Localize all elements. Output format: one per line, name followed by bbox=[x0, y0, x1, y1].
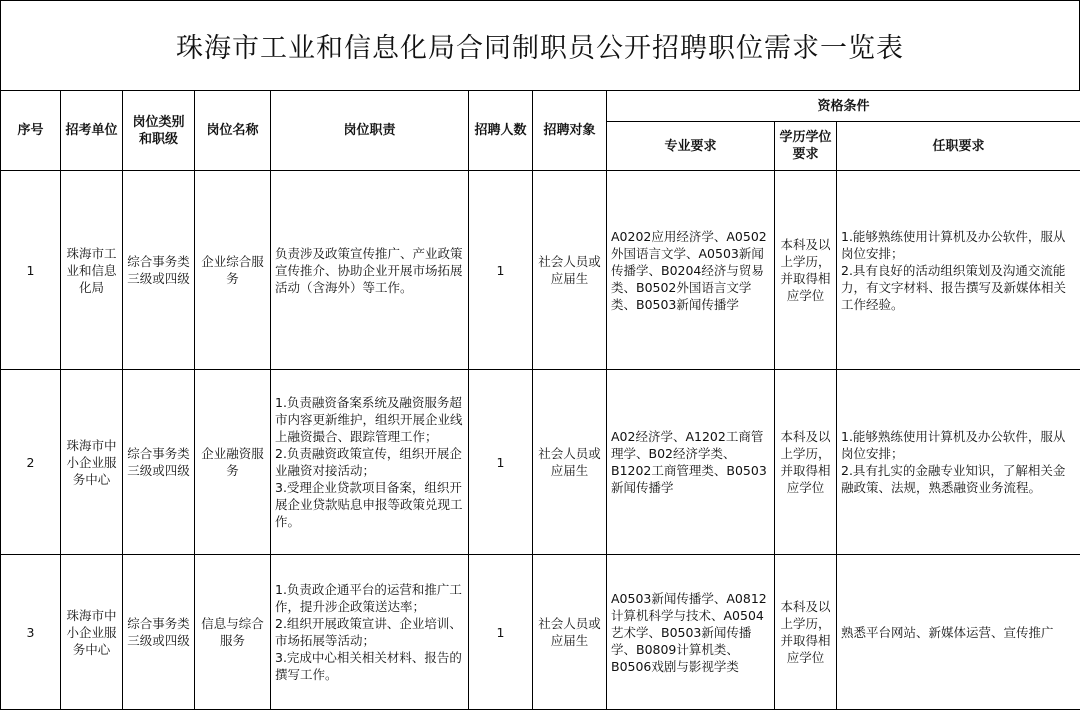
cell-requirements bbox=[837, 370, 1080, 555]
duty-line: 2.负责融资政策宣传，组织开展企业融资对接活动； bbox=[275, 445, 464, 479]
recruitment-table bbox=[0, 90, 1080, 710]
cell-requirements bbox=[837, 171, 1080, 370]
header-education: 学历学位要求 bbox=[775, 122, 837, 171]
table-title: 珠海市工业和信息化局合同制职员公开招聘职位需求一览表 bbox=[0, 0, 1080, 90]
header-requirements: 任职要求 bbox=[837, 122, 1080, 171]
duty-line: 2.组织开展政策宣讲、企业培训、市场拓展等活动； bbox=[275, 615, 464, 649]
requirement-line: 1.能够熟练使用计算机及办公软件，服从岗位安排； bbox=[841, 428, 1076, 462]
header-seq: 序号 bbox=[1, 91, 61, 171]
header-unit: 招考单位 bbox=[61, 91, 123, 171]
table-body bbox=[1, 171, 1080, 710]
requirement-line: 熟悉平台网站、新媒体运营、宣传推广 bbox=[841, 624, 1076, 641]
cell-position: 企业融资服务 bbox=[195, 370, 271, 555]
cell-unit: 珠海市中小企业服务中心 bbox=[61, 555, 123, 710]
table-row bbox=[1, 370, 1080, 555]
cell-position: 企业综合服务 bbox=[195, 171, 271, 370]
cell-seq: 1 bbox=[1, 171, 61, 370]
cell-seq: 2 bbox=[1, 370, 61, 555]
cell-seq: 3 bbox=[1, 555, 61, 710]
cell-education: 本科及以上学历，并取得相应学位 bbox=[775, 370, 837, 555]
requirement-line: 2.具有良好的活动组织策划及沟通交流能力，有文字材料、报告撰写及新媒体相关工作经验。 bbox=[841, 262, 1076, 313]
table-row bbox=[1, 171, 1080, 370]
cell-major: A0503新闻传播学、A0812计算机科学与技术、A0504艺术学、B0503新闻传播学、B0809计算机类、B0506戏剧与影视学类 bbox=[607, 555, 775, 710]
cell-category: 综合事务类三级或四级 bbox=[123, 370, 195, 555]
cell-count: 1 bbox=[469, 370, 533, 555]
cell-requirements bbox=[837, 555, 1080, 710]
cell-position: 信息与综合服务 bbox=[195, 555, 271, 710]
header-position: 岗位名称 bbox=[195, 91, 271, 171]
duty-line: 1.负责融资备案系统及融资服务超市内容更新维护，组织开展企业线上融资撮合、跟踪管理工作； bbox=[275, 394, 464, 445]
requirement-line: 1.能够熟练使用计算机及办公软件，服从岗位安排； bbox=[841, 228, 1076, 262]
cell-count: 1 bbox=[469, 555, 533, 710]
table-row bbox=[1, 555, 1080, 710]
header-duties: 岗位职责 bbox=[271, 91, 469, 171]
requirement-line: 2.具有扎实的金融专业知识，了解相关金融政策、法规，熟悉融资业务流程。 bbox=[841, 462, 1076, 496]
header-major: 专业要求 bbox=[607, 122, 775, 171]
cell-category: 综合事务类三级或四级 bbox=[123, 555, 195, 710]
header-category: 岗位类别和职级 bbox=[123, 91, 195, 171]
header-qualifications: 资格条件 bbox=[607, 91, 1080, 122]
cell-category: 综合事务类三级或四级 bbox=[123, 171, 195, 370]
duty-line: 1.负责政企通平台的运营和推广工作，提升涉企政策送达率； bbox=[275, 581, 464, 615]
duty-line: 3.完成中心相关相关材料、报告的撰写工作。 bbox=[275, 649, 464, 683]
cell-major: A0202应用经济学、A0502外国语言文学、A0503新闻传播学、B0204经济与贸易类、B0502外国语言文学类、B0503新闻传播学 bbox=[607, 171, 775, 370]
header-target: 招聘对象 bbox=[533, 91, 607, 171]
cell-education: 本科及以上学历，并取得相应学位 bbox=[775, 555, 837, 710]
cell-target: 社会人员或应届生 bbox=[533, 171, 607, 370]
cell-target: 社会人员或应届生 bbox=[533, 370, 607, 555]
duty-line: 负责涉及政策宣传推广、产业政策宣传推介、协助企业开展市场拓展活动（含海外）等工作。 bbox=[275, 245, 464, 296]
cell-duties bbox=[271, 171, 469, 370]
cell-duties bbox=[271, 370, 469, 555]
cell-unit: 珠海市中小企业服务中心 bbox=[61, 370, 123, 555]
duty-line: 3.受理企业贷款项目备案，组织开展企业贷款贴息申报等政策兑现工作。 bbox=[275, 479, 464, 530]
cell-duties bbox=[271, 555, 469, 710]
header-count: 招聘人数 bbox=[469, 91, 533, 171]
cell-unit: 珠海市工业和信息化局 bbox=[61, 171, 123, 370]
cell-count: 1 bbox=[469, 171, 533, 370]
cell-education: 本科及以上学历，并取得相应学位 bbox=[775, 171, 837, 370]
cell-major: A02经济学、A1202工商管理学、B02经济学类、B1202工商管理类、B0503新闻传播学 bbox=[607, 370, 775, 555]
cell-target: 社会人员或应届生 bbox=[533, 555, 607, 710]
